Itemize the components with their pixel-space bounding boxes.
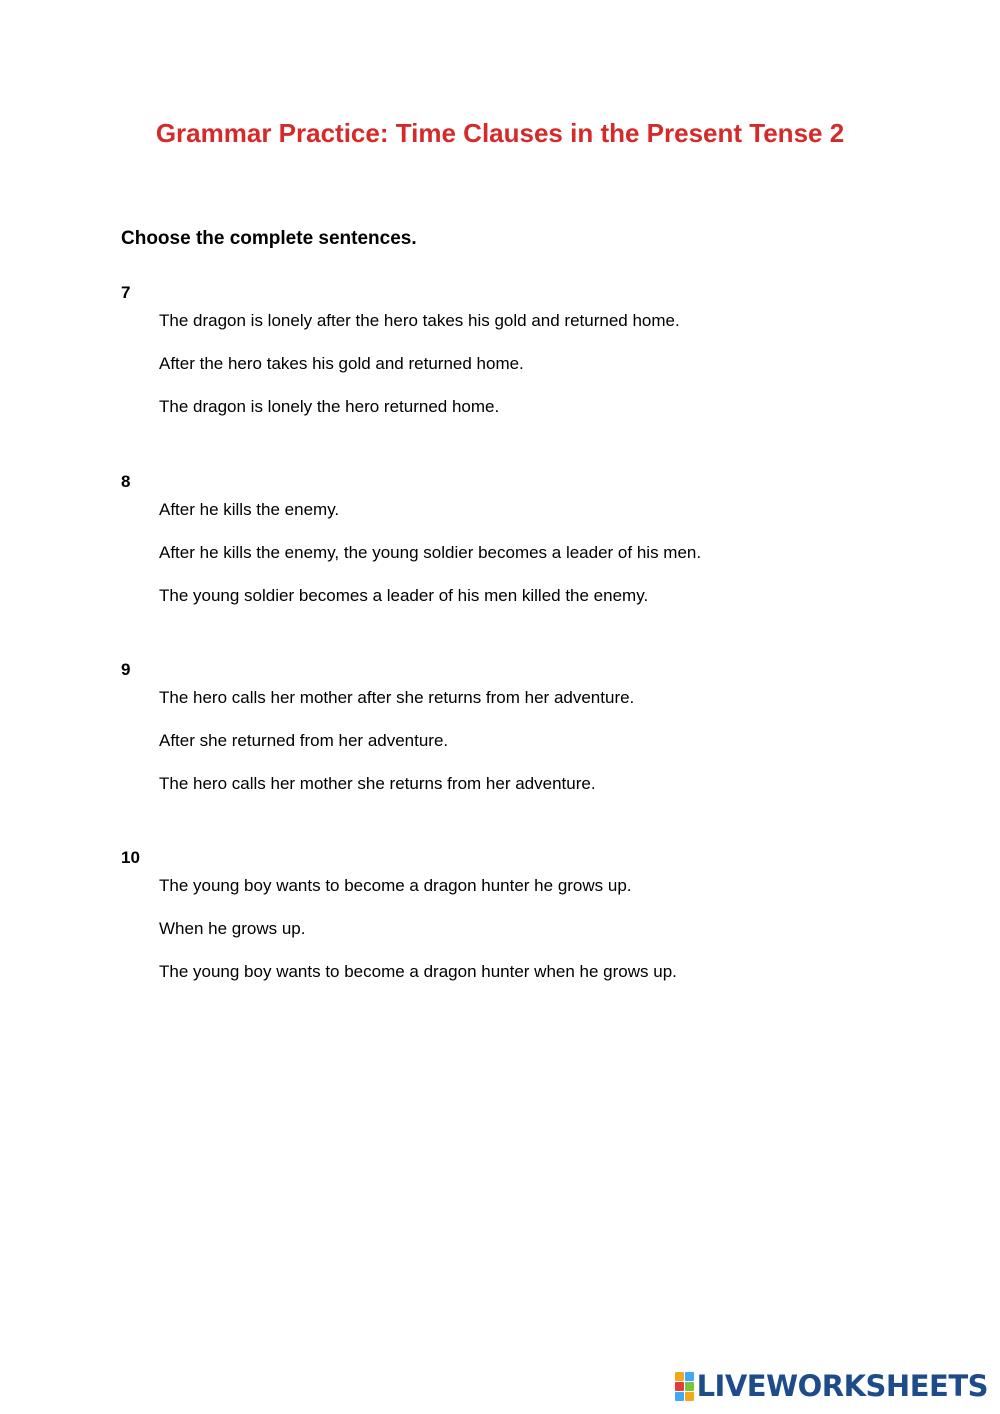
logo-tile: [675, 1392, 684, 1401]
option-8-b[interactable]: After he kills the enemy, the young soldier becomes a leader of his men.: [159, 543, 702, 562]
option-list: [159, 500, 881, 629]
option-7-b[interactable]: After the hero takes his gold and returned home.: [159, 354, 524, 373]
option-10-b[interactable]: When he grows up.: [159, 919, 306, 938]
instructions: Choose the complete sentences.: [121, 228, 417, 249]
question-number: 7: [121, 283, 131, 302]
logo-tile: [685, 1382, 694, 1391]
option-10-c[interactable]: The young boy wants to become a dragon hunter when he grows up.: [159, 962, 677, 981]
logo-tile: [685, 1392, 694, 1401]
question-number: 9: [121, 660, 131, 679]
page-title: Grammar Practice: Time Clauses in the Present Tense 2: [155, 118, 845, 148]
question-10: [121, 847, 881, 1005]
question-number: 10: [121, 848, 140, 867]
liveworksheets-logo-icon: [675, 1372, 694, 1401]
question-8: [121, 471, 881, 629]
option-list: [159, 311, 881, 440]
logo-tile: [685, 1372, 694, 1381]
logo-tile: [675, 1372, 684, 1381]
question-9: [121, 659, 881, 817]
liveworksheets-logo: [675, 1370, 988, 1402]
option-list: [159, 688, 881, 817]
option-list: [159, 876, 881, 1005]
option-9-b[interactable]: After she returned from her adventure.: [159, 731, 449, 750]
logo-text: LIVEWORKSHEETS: [696, 1369, 988, 1403]
option-10-a[interactable]: The young boy wants to become a dragon hunter he grows up.: [159, 876, 632, 895]
option-7-c[interactable]: The dragon is lonely the hero returned home.: [159, 397, 500, 416]
question-7: [121, 282, 881, 440]
option-8-c[interactable]: The young soldier becomes a leader of his men killed the enemy.: [159, 586, 649, 605]
question-number: 8: [121, 472, 131, 491]
option-8-a[interactable]: After he kills the enemy.: [159, 500, 340, 519]
option-9-c[interactable]: The hero calls her mother she returns from her adventure.: [159, 774, 596, 793]
option-7-a[interactable]: The dragon is lonely after the hero takes his gold and returned home.: [159, 311, 680, 330]
logo-tile: [675, 1382, 684, 1391]
option-9-a[interactable]: The hero calls her mother after she returns from her adventure.: [159, 688, 635, 707]
